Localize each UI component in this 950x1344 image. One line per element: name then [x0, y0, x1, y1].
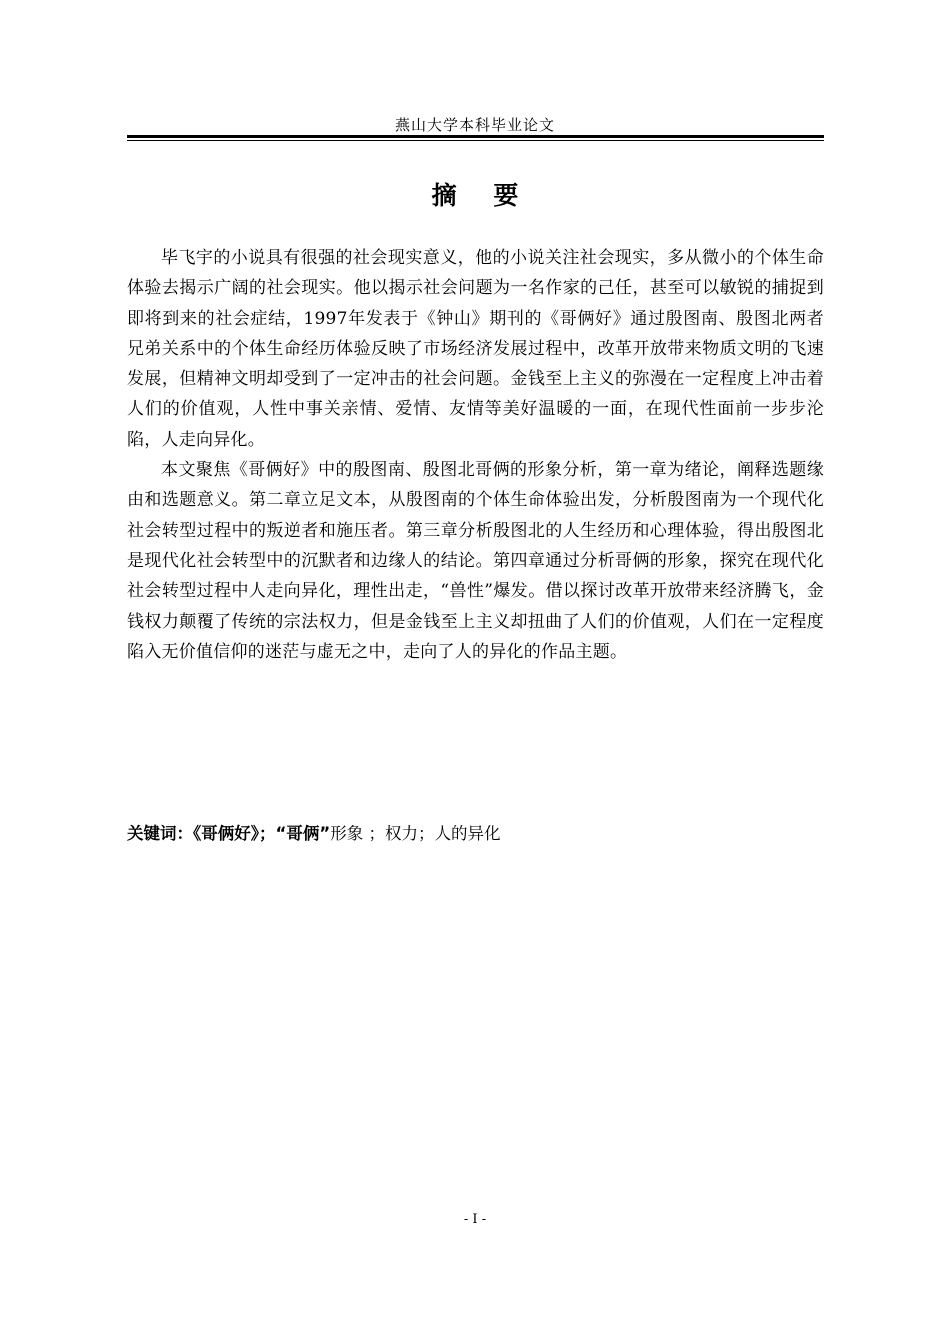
- abstract-paragraph-1: 毕飞宇的小说具有很强的社会现实意义，他的小说关注社会现实，多从微小的个体生命体验去揭示广阔的社会现实。他以揭示社会问题为一名作家的己任，甚至可以敏锐的捕捉到即将到来的社会症结，1997年发表于《钟山》期刊的《哥俩好》通过殷图南、殷图北两者兄弟关系中的个体生命经历体验反映了市场经济发展过程中，改革开放带来物质文明的飞速发展，但精神文明却受到了一定冲击的社会问题。金钱至上主义的弥漫在一定程度上冲击着人们的价值观，人性中事关亲情、爱情、友情等美好温暖的一面，在现代性面前一步步沦陷，人走向异化。: [127, 248, 824, 450]
- keywords-label: 关键词：: [127, 824, 193, 843]
- header-rule-thick: [127, 135, 824, 138]
- keywords-line: [127, 820, 824, 848]
- running-header: 燕山大学本科毕业论文: [394, 116, 555, 134]
- abstract-paragraph-2: 本文聚焦《哥俩好》中的殷图南、殷图北哥俩的形象分析，第一章为绪论，阐释选题缘由和选题意义。第二章立足文本，从殷图南的个体生命体验出发，分析殷图南为一个现代化社会转型过程中的叛逆者和施压者。第三章分析殷图北的人生经历和心理体验，得出殷图北是现代化社会转型中的沉默者和边缘人的结论。第四章通过分析哥俩的形象，探究在现代化社会转型过程中人走向异化，理性出走，“兽性”爆发。借以探讨改革开放带来经济腾飞，金钱权力颠覆了传统的宗法权力，但是金钱至上主义却扭曲了人们的价值观，人们在一定程度陷入无价值信仰的迷茫与虚无之中，走向了人的异化的作品主题。: [127, 460, 824, 662]
- abstract-heading: 摘 要: [431, 181, 533, 210]
- keywords-rest: 形象 ；权力；人的异化: [330, 824, 501, 843]
- keywords-bold: 《哥俩好》；“哥俩”: [193, 824, 331, 843]
- page-number: - I -: [463, 1212, 487, 1227]
- abstract-body: [127, 243, 824, 667]
- header-rule-thin: [127, 140, 824, 141]
